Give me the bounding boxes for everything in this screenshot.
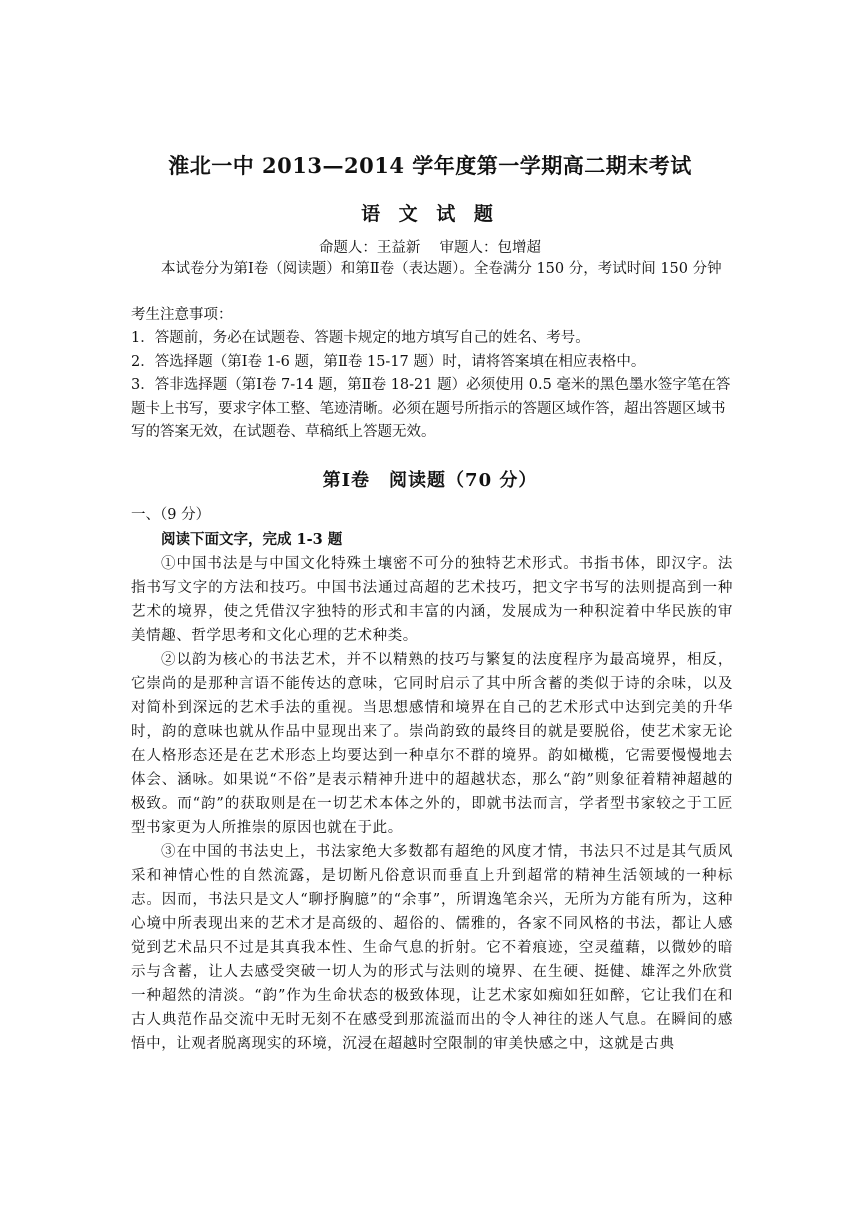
- section-heading: 第Ⅰ卷 阅读题（70 分）: [322, 470, 538, 491]
- passage-paragraph: ①中国书法是与中国文化特殊土壤密不可分的独特艺术形式。书指书体，即汉字。法指书写文字的方法和技巧。中国书法通过高超的艺术技巧，把文字书写的法则提高到一种艺术的境界，使之凭借汉字独特的形式和丰富的内涵，发展成为一种积淀着中华民族的审美情趣、哲学思考和文化心理的艺术种类。: [131, 556, 733, 644]
- question-heading: 一、（9 分）: [131, 507, 211, 523]
- exam-subtitle: 语 文 试 题: [361, 203, 499, 225]
- exam-title: 淮北一中 2013—2014 学年度第一学期高二期末考试: [168, 153, 692, 178]
- question-instruction: 阅读下面文字，完成 1-3 题: [161, 531, 343, 548]
- passage-paragraph: ②以韵为核心的书法艺术，并不以精熟的技巧与繁复的法度程序为最高境界，相反，它崇尚的是那种言语不能传达的意味，它同时启示了其中所含蓄的类似于诗的余味，以及对简朴到深远的艺术手法的重视。当思想感情和境界在自己的艺术形式中达到完美的升华时，韵的意味也就从作品中显现出来了。崇尚韵致的最终目的就是要脱俗，使艺术家无论在人格形态还是在艺术形态上均要达到一种卓尔不群的境界。韵如橄榄，它需要慢慢地去体会、涵咏。如果说“不俗”是表示精神升进中的超越状态，那么“韵”则象征着精神超越的极致。而“韵”的获取则是在一切艺术本体之外的，即就书法而言，学者型书家较之于工匠型书家更为人所推崇的原因也就在于此。: [131, 652, 733, 836]
- note-item: 3．答非选择题（第Ⅰ卷 7-14 题，第Ⅱ卷 18-21 题）必须使用 0.5 毫米的黑色墨水签字笔在答题卡上书写，要求字体工整、笔迹清晰。必须在题号所指示的答题区域作答，超出答题区域书写的答案无效，在试题卷、草稿纸上答题无效。: [131, 377, 731, 440]
- exam-authors: 命题人：王益新 审题人：包增超: [318, 240, 542, 256]
- reading-passage: [131, 552, 733, 1056]
- exam-intro: 本试卷分为第Ⅰ卷（阅读题）和第Ⅱ卷（表达题）。全卷满分 150 分，考试时间 150 分钟: [161, 261, 722, 277]
- note-item: 1．答题前，务必在试题卷、答题卡规定的地方填写自己的姓名、考号。: [131, 330, 590, 346]
- notes-list: [131, 327, 733, 445]
- passage-paragraph: ③在中国的书法史上，书法家绝大多数都有超绝的风度才情，书法只不过是其气质风采和神情心性的自然流露，是切断凡俗意识而垂直上升到超常的精神生活领域的一种标志。因而，书法只是文人“聊抒胸臆”的“余事”，所谓逸笔余兴，无所为方能有所为，这种心境中所表现出来的艺术才是高级的、超俗的、儒雅的，各家不同风格的书法，都让人感觉到艺术品只不过是其真我本性、生命气息的折射。它不着痕迹，空灵蕴藉，以微妙的暗示与含蓄，让人去感受突破一切人为的形式与法则的境界、在生硬、挺健、雄浑之外欣赏一种超然的清淡。“韵”作为生命状态的极致体现，让艺术家如痴如狂如醉，它让我们在和古人典范作品交流中无时无刻不在感受到那流溢而出的令人神往的迷人气息。在瞬间的感悟中，让观者脱离现实的环境，沉浸在超越时空限制的审美快感之中，这就是古典: [131, 844, 733, 1052]
- notes-heading: 考生注意事项：: [131, 307, 233, 323]
- note-item: 2．答选择题（第Ⅰ卷 1-6 题，第Ⅱ卷 15-17 题）时，请将答案填在相应表格中。: [131, 353, 646, 370]
